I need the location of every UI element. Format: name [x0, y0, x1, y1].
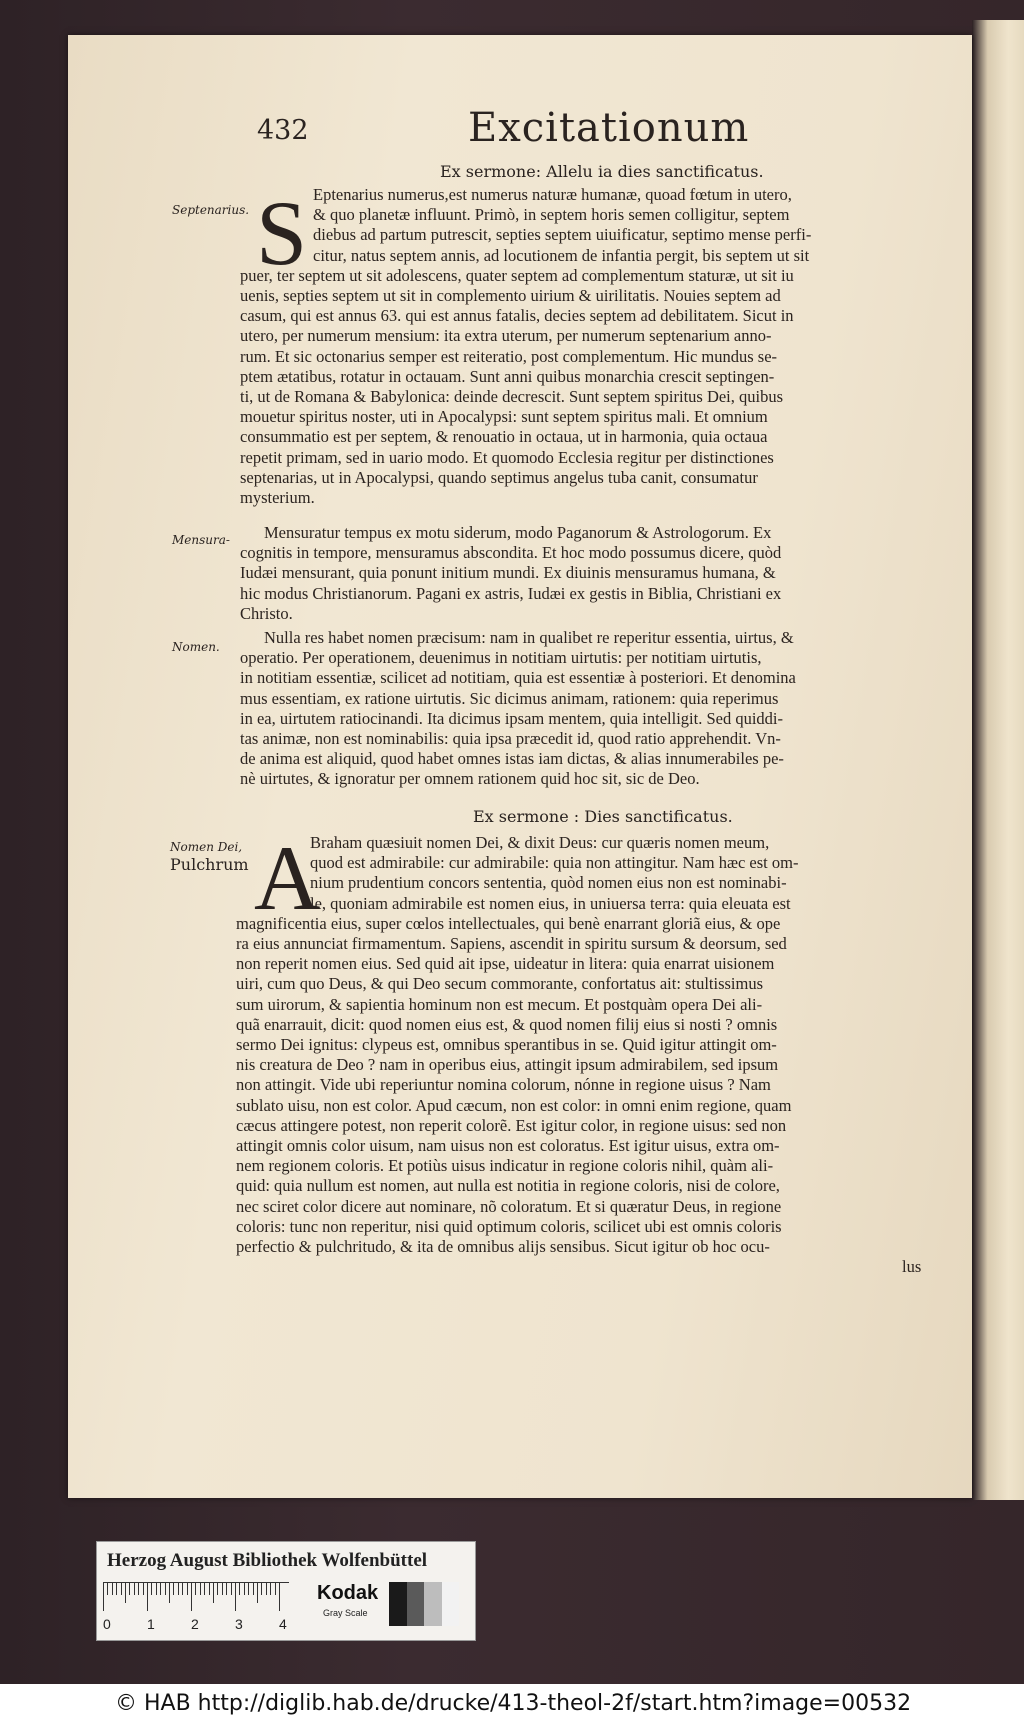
margin-note: Nomen.	[172, 640, 220, 654]
gray-patch	[389, 1582, 407, 1626]
drop-cap: A	[254, 827, 321, 929]
text-line: mouetur spiritus noster, uti in Apocalypsi: sunt septem spiritus mali. Et omnium	[240, 407, 768, 427]
ruler-tick	[209, 1583, 210, 1595]
margin-note	[170, 838, 249, 874]
text-line: Mensuratur tempus ex motu siderum, modo Paganorum & Astrologorum. Ex	[264, 523, 772, 542]
measurement-ruler	[103, 1582, 289, 1613]
margin-note: Mensura-	[172, 533, 230, 547]
text-line: attingit omnis color uisum, nam uisus non est coloratus. Est igitur uisus, extra om-	[236, 1136, 780, 1155]
margin-note-line: Nomen Dei,	[170, 840, 243, 854]
ruler-number: 3	[235, 1616, 243, 1632]
ruler-tick	[156, 1583, 157, 1595]
section-heading: Ex sermone: Allelu ia dies sanctificatus.	[440, 162, 764, 181]
ruler-tick	[187, 1583, 188, 1595]
text-line: sublato uisu, non est color. Apud cæcum, non est color: in omni enim regione, quam	[236, 1095, 792, 1115]
text-line: non reperit nomen eius. Sed quid ait ipse, uideatur in litera: quia enarrat uisionem	[236, 954, 775, 974]
ruler-tick	[200, 1583, 201, 1595]
text-line: diebus ad partum putrescit, septies septem uiuificatur, septimo mense perfi-	[313, 225, 812, 245]
footer-bar	[0, 1684, 1024, 1725]
ruler-tick	[204, 1583, 205, 1595]
margin-note: Septenarius.	[172, 203, 250, 217]
text-line: hic modus Christianorum. Pagani ex astris, Iudæi ex gestis in Biblia, Christiani ex	[240, 583, 782, 603]
gray-scale-patches	[389, 1582, 459, 1626]
ruler-tick	[217, 1583, 218, 1595]
gray-patch	[424, 1582, 442, 1626]
text-line: Christo.	[240, 603, 293, 623]
gray-patch	[407, 1582, 425, 1626]
text-line: Braham quæsiuit nomen Dei, & dixit Deus: cur quæris nomen meum,	[310, 833, 770, 852]
ruler-tick	[165, 1583, 166, 1595]
next-page-edge	[972, 20, 1024, 1500]
text-line: de anima est aliquid, quod habet omnes istas iam dictas, & alias innumerabiles pe-	[240, 749, 784, 769]
ruler-tick	[222, 1583, 223, 1595]
text-line: nem regionem coloris. Et potiùs uisus indicatur in regione coloris nihil, quàm ali-	[236, 1156, 774, 1176]
text-line: coloris: tunc non reperitur, nisi quid optimum coloris, scilicet ubi est omnis coloris	[236, 1216, 782, 1236]
ruler-tick	[261, 1583, 262, 1595]
ruler-tick	[257, 1583, 258, 1603]
text-line: sermo Dei ignitus: clypeus est, omnibus sperantibus in se. Quid igitur attingit om-	[236, 1035, 777, 1054]
text-line: nec sciret color dicere aut nominare, nõ coloratum. Et si quæratur Deus, in regione	[236, 1196, 782, 1216]
ruler-tick	[147, 1583, 148, 1611]
ruler-tick	[270, 1583, 271, 1595]
text-line: Eptenarius numerus,est numerus naturæ humanæ, quoad fœtum in utero,	[313, 185, 792, 204]
ruler-tick	[173, 1583, 174, 1595]
book-page	[68, 35, 972, 1498]
text-line: ra eius annunciat firmamentum. Sapiens, ascendit in spiritu sursum & deorsum, sed	[236, 934, 787, 953]
footer-copyright-url: © HAB http://diglib.hab.de/drucke/413-theol-2f/start.htm?image=00532	[115, 1691, 912, 1716]
text-line: uenis, septies septem ut sit in complemento uirium & uirilitatis. Nouies septem ad	[240, 286, 781, 305]
margin-note-line: Pulchrum	[170, 855, 249, 874]
kodak-logo: Kodak	[317, 1582, 379, 1604]
ruler-number: 0	[103, 1616, 111, 1632]
page-number: 432	[257, 115, 309, 146]
ruler-tick	[231, 1583, 232, 1595]
ruler-tick	[244, 1583, 245, 1595]
text-line: ptem ætatibus, rotatur in octauam. Sunt anni quibus monarchia crescit septingen-	[240, 366, 775, 386]
text-line: ti, ut de Romana & Babylonica: deinde decrescit. Sunt septem spiritus Dei, quibus	[240, 387, 784, 406]
library-calibration-label	[96, 1541, 476, 1641]
kodak-subtitle: Gray Scale	[323, 1608, 368, 1618]
ruler-tick	[169, 1583, 170, 1603]
ruler-tick	[134, 1583, 135, 1595]
text-line: in ea, uirtutem ratiocinandi. Ita dicimus ipsam mentem, quia intelligit. Sed quiddi-	[240, 708, 784, 728]
text-line: perfectio & pulchritudo, & ita de omnibus alijs sensibus. Sicut igitur ob hoc ocu-	[236, 1237, 770, 1256]
ruler-tick	[129, 1583, 130, 1595]
text-line: nè uirtutes, & ignoratur per omnem rationem quid hoc sit, sic de Deo.	[240, 769, 700, 789]
text-line: casum, qui est annus 63. qui est annus fatalis, decies septem ad debilitatem. Sicut in	[240, 306, 794, 326]
ruler-tick	[178, 1583, 179, 1595]
ruler-tick	[191, 1583, 192, 1611]
ruler-tick	[275, 1583, 276, 1595]
ruler-tick	[248, 1583, 249, 1595]
ruler-number: 2	[191, 1616, 199, 1632]
drop-cap: S	[256, 182, 308, 284]
ruler-number: 1	[147, 1616, 155, 1632]
ruler-tick	[235, 1583, 236, 1611]
ruler-tick	[121, 1583, 122, 1595]
text-line: cæcus attingere potest, non reperit colorẽ. Est igitur color, in regione uisus: sed non	[236, 1115, 787, 1135]
ruler-tick	[239, 1583, 240, 1595]
ruler-tick	[143, 1583, 144, 1595]
text-line: septenarias, ut in Apocalypsi, quando septimus angelus tuba canit, consumatur	[240, 467, 758, 487]
text-line: uiri, cum quo Deus, & qui Deo secum commorante, confortatus ait: stultissimus	[236, 974, 764, 994]
ruler-tick	[226, 1583, 227, 1595]
ruler-tick	[195, 1583, 196, 1595]
text-line: magnificentia eius, super cœlos intellectuales, qui benè enarrant gloriã eius, & ope	[236, 913, 781, 933]
text-line: rum. Et sic octonarius semper est reiteratio, post complementum. Hic mundus se-	[240, 346, 778, 366]
text-line: repetit primam, sed in uario modo. Et quomodo Ecclesia regitur per distinctiones	[240, 447, 774, 467]
text-line: nium prudentium concors sententia, quòd nomen eius non est nominabi-	[310, 873, 787, 893]
running-head: Excitationum	[468, 105, 750, 151]
text-line: sum uirorum, & sapientia hominum non est mecum. Et postquàm opera Dei ali-	[236, 994, 763, 1014]
text-line: cognitis in tempore, mensuramus abscondita. Et hoc modo possumus dicere, quòd	[240, 543, 782, 563]
text-line: mysterium.	[240, 488, 315, 507]
section-heading: Ex sermone : Dies sanctificatus.	[473, 807, 733, 826]
ruler-tick	[266, 1583, 267, 1595]
text-line: puer, ter septem ut sit adolescens, quater septem ad complementum staturæ, ut sit iu	[240, 265, 794, 285]
text-line: consummatio est per septem, & renouatio in octaua, ut in harmonia, quia octaua	[240, 427, 768, 447]
text-line: utero, per numerum mensium: ita extra uterum, per numerum septenarium anno-	[240, 326, 772, 346]
ruler-tick	[160, 1583, 161, 1595]
text-line: quid: quia nullum est nomen, aut nulla est notitia in regione coloris, nisi de colore,	[236, 1176, 780, 1196]
text-line: quã enarrauit, dicit: quod nomen eius est, & quod nomen filij eius si nosti ? omnis	[236, 1014, 778, 1034]
text-line: lus	[902, 1257, 922, 1277]
ruler-tick	[213, 1583, 214, 1603]
text-line: in notitiam essentiæ, scilicet ad notitiam, quia est essentiæ à posteriori. Et denomina	[240, 668, 796, 688]
ruler-tick	[182, 1583, 183, 1595]
ruler-tick	[138, 1583, 139, 1595]
text-line: citur, natus septem annis, ad locutionem de infantia pergit, bis septem ut sit	[313, 245, 810, 265]
library-name: Herzog August Bibliothek Wolfenbüttel	[107, 1550, 428, 1571]
text-line: & quo planetæ influunt. Primò, in septem horis semen colligitur, septem	[313, 205, 790, 225]
ruler-number: 4	[279, 1616, 287, 1632]
ruler-tick	[125, 1583, 126, 1603]
ruler-tick	[112, 1583, 113, 1595]
text-line: quod est admirabile: cur admirabile: quia non attingitur. Nam hæc est om-	[310, 853, 799, 873]
ruler-tick	[151, 1583, 152, 1595]
ruler-tick	[116, 1583, 117, 1595]
text-line: le, quoniam admirabile est nomen eius, in uniuersa terra: quia eleuata est	[310, 893, 791, 913]
gray-patch	[442, 1582, 460, 1626]
text-line: Nulla res habet nomen præcisum: nam in qualibet re reperitur essentia, uirtus, &	[264, 628, 794, 647]
text-line: non attingit. Vide ubi reperiuntur nomina colorum, nónne in regione uisus ? Nam	[236, 1075, 771, 1095]
text-line: tas animæ, non est nominabilis: quia ipsa præcedit id, quod ratio apprehendit. Vn-	[240, 729, 781, 748]
ruler-tick	[253, 1583, 254, 1595]
text-line: mus essentiam, ex ratione uirtutis. Sic dicimus animam, rationem: quia reperimus	[240, 688, 779, 708]
text-line: Iudæi mensurant, quia ponunt initium mundi. Ex diuinis mensuramus humana, &	[240, 563, 776, 583]
ruler-tick	[107, 1583, 108, 1595]
ruler-tick	[279, 1583, 280, 1611]
text-line: nis creatura de Deo ? nam in operibus eius, attingit ipsum admirabilem, sed ipsum	[236, 1055, 779, 1075]
text-line: operatio. Per operationem, deuenimus in notitiam uirtutis: per notitiam uirtutis,	[240, 648, 762, 668]
ruler-tick	[103, 1583, 104, 1611]
